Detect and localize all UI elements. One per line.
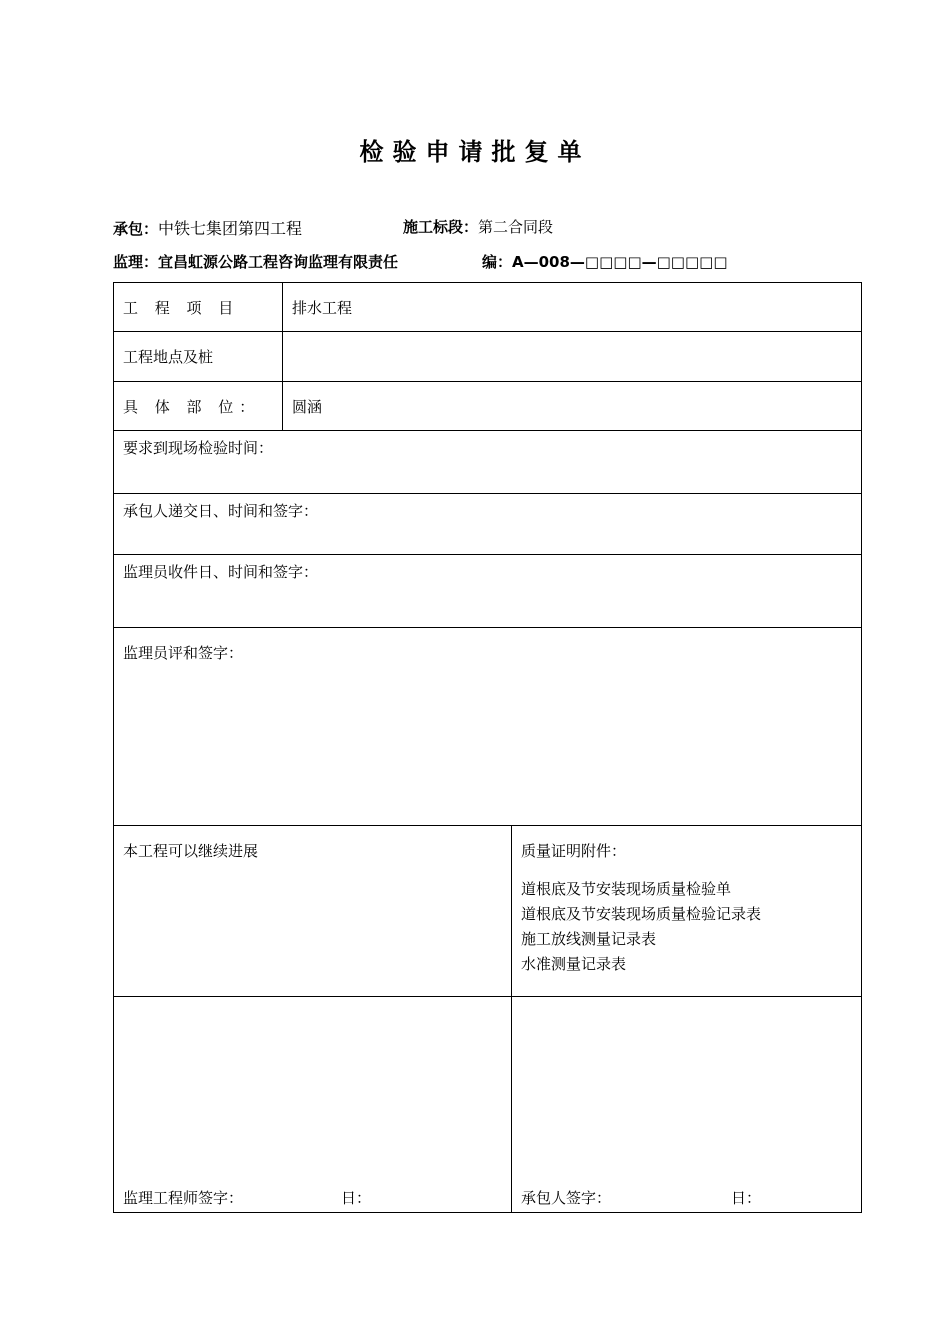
supervisor-label: 监理： (113, 253, 159, 271)
supervisor-receive-cell[interactable] (114, 555, 862, 628)
continue-cell[interactable] (114, 826, 512, 997)
row-supervisor-receive (114, 555, 862, 628)
project-item-value[interactable]: 排水工程 (283, 283, 862, 332)
attachments-cell (512, 826, 862, 997)
contractor-line (113, 216, 302, 239)
attachment-item: 施工放线测量记录表 (521, 930, 657, 948)
attachments-list (521, 877, 861, 977)
part-label: 具 体 部 位： (114, 382, 283, 431)
project-item-label: 工 程 项 目 (114, 283, 283, 332)
row-continue-attachments (114, 826, 862, 997)
contractor-sign-label: 承包人签字： (521, 1189, 612, 1207)
contractor-submit-label: 承包人递交日、时间和签字： (123, 502, 319, 520)
contractor-value: 中铁七集团第四工程 (158, 219, 303, 238)
part-value[interactable]: 圆涵 (283, 382, 862, 431)
continue-label: 本工程可以继续进展 (123, 842, 259, 860)
contractor-signature-cell[interactable] (512, 997, 862, 1213)
row-supervisor-comment (114, 628, 862, 826)
supervisor-value: 宜昌虹源公路工程咨询监理有限责任 (158, 253, 399, 271)
attachment-item: 水准测量记录表 (521, 955, 627, 973)
engineer-signature-line (123, 1187, 372, 1208)
row-location (114, 332, 862, 382)
contractor-day-label: 日： (731, 1189, 762, 1207)
attachments-label: 质量证明附件： (521, 842, 627, 860)
supervisor-receive-label: 监理员收件日、时间和签字： (123, 563, 319, 581)
page-title: 检验申请批复单 (359, 138, 591, 166)
section-label: 施工标段： (403, 218, 479, 236)
contractor-label: 承包： (113, 220, 159, 238)
row-inspection-time (114, 431, 862, 494)
inspection-time-label: 要求到现场检验时间： (123, 439, 274, 457)
code-line (482, 251, 728, 272)
engineer-day-label: 日： (341, 1189, 372, 1207)
row-contractor-submit (114, 494, 862, 555)
code-label: 编： (482, 253, 513, 271)
contractor-signature-line (521, 1187, 762, 1208)
section-line (403, 216, 553, 237)
row-part (114, 382, 862, 431)
contractor-submit-cell[interactable] (114, 494, 862, 555)
location-value[interactable] (283, 332, 862, 382)
engineer-signature-cell[interactable] (114, 997, 512, 1213)
supervisor-line (113, 251, 398, 272)
location-label: 工程地点及桩 (114, 332, 283, 382)
supervisor-comment-label: 监理员评和签字： (123, 644, 244, 662)
inspection-form-table (113, 282, 862, 1213)
attachment-item: 道根底及节安装现场质量检验记录表 (521, 905, 762, 923)
row-project-item (114, 283, 862, 332)
row-signatures (114, 997, 862, 1213)
engineer-sign-label: 监理工程师签字： (123, 1189, 244, 1207)
inspection-time-cell[interactable] (114, 431, 862, 494)
section-value: 第二合同段 (478, 218, 554, 236)
attachment-item: 道根底及节安装现场质量检验单 (521, 880, 732, 898)
code-value: A—008—□□□□—□□□□□ (512, 253, 728, 271)
supervisor-comment-cell[interactable] (114, 628, 862, 826)
